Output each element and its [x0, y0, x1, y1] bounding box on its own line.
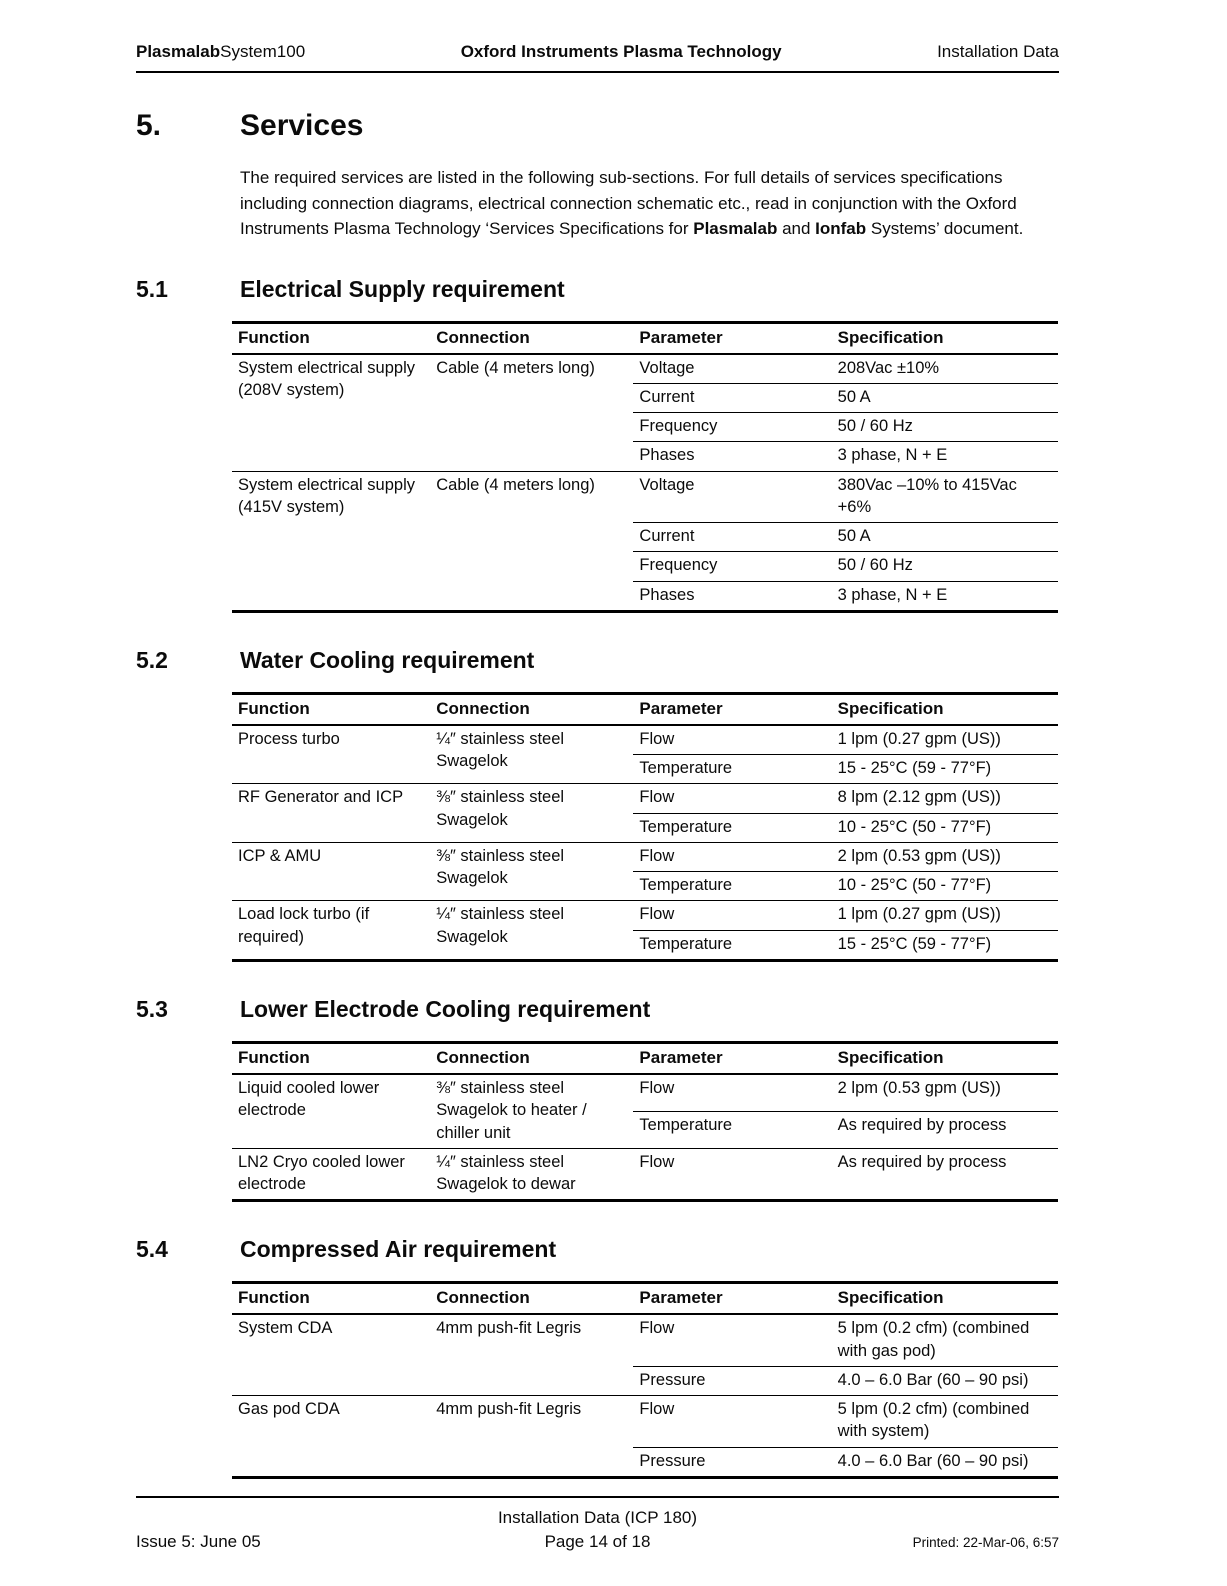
parameter-name-cell: Flow — [633, 784, 831, 813]
connection-cell: ⅜″ stainless steel Swagelok to heater / chiller unit — [430, 1074, 633, 1148]
col-header-parameter: Parameter — [633, 1043, 831, 1075]
section-title: Lower Electrode Cooling requirement — [240, 996, 651, 1023]
section-5-4 — [136, 1236, 1059, 1479]
parameter-value-cell: 15 - 25°C (59 - 77°F) — [832, 930, 1058, 960]
intro-part2: and — [777, 219, 816, 238]
col-header-function: Function — [232, 322, 430, 354]
parameter-value-cell: 10 - 25°C (50 - 77°F) — [832, 813, 1058, 842]
parameter-value-cell: 380Vac –10% to 415Vac +6% — [832, 471, 1058, 523]
header-center-title: Oxford Instruments Plasma Technology — [460, 42, 782, 61]
col-header-parameter: Parameter — [633, 322, 831, 354]
parameter-value-cell: 50 A — [832, 523, 1058, 552]
function-cell: Liquid cooled lower electrode — [232, 1074, 430, 1148]
parameter-value-cell: 8 lpm (2.12 gpm (US)) — [832, 784, 1058, 813]
col-header-specification: Specification — [832, 1283, 1058, 1315]
compressed-air-table — [232, 1281, 1058, 1479]
col-header-function: Function — [232, 1043, 430, 1075]
col-header-parameter: Parameter — [633, 1283, 831, 1315]
col-header-connection: Connection — [430, 1043, 633, 1075]
parameter-name-cell: Frequency — [633, 552, 831, 581]
parameter-value-cell: 4.0 – 6.0 Bar (60 – 90 psi) — [832, 1447, 1058, 1477]
electrical-supply-table — [232, 321, 1058, 613]
section-heading — [136, 1236, 1059, 1263]
parameter-value-cell: 50 A — [832, 383, 1058, 412]
main-heading — [136, 109, 1059, 143]
parameter-name-cell: Temperature — [633, 930, 831, 960]
section-heading — [136, 647, 1059, 674]
connection-cell: ¼″ stainless steel Swagelok — [430, 901, 633, 961]
connection-cell: Cable (4 meters long) — [430, 471, 633, 611]
brand-name — [136, 42, 305, 62]
col-header-specification: Specification — [832, 322, 1058, 354]
col-header-specification: Specification — [832, 1043, 1058, 1075]
main-heading-number: 5. — [136, 109, 162, 142]
section-number: 5.4 — [136, 1236, 168, 1263]
section-heading — [136, 276, 1059, 303]
connection-cell: 4mm push-fit Legris — [430, 1314, 633, 1395]
connection-cell: ⅜″ stainless steel Swagelok — [430, 784, 633, 843]
parameter-value-cell: 2 lpm (0.53 gpm (US)) — [832, 1074, 1058, 1111]
table-header-row — [232, 322, 1058, 354]
parameter-value-cell: 3 phase, N + E — [832, 581, 1058, 611]
function-cell: RF Generator and ICP — [232, 784, 430, 843]
intro-bold-ionfab: Ionfab — [815, 219, 867, 238]
parameter-name-cell: Flow — [633, 1074, 831, 1111]
table-row — [232, 901, 1058, 930]
function-cell: System electrical supply (415V system) — [232, 471, 430, 611]
parameter-name-cell: Current — [633, 523, 831, 552]
section-title: Electrical Supply requirement — [240, 275, 565, 302]
parameter-name-cell: Flow — [633, 1396, 831, 1448]
function-cell: Process turbo — [232, 725, 430, 784]
brand-light: System100 — [220, 42, 306, 61]
parameter-value-cell: 1 lpm (0.27 gpm (US)) — [832, 725, 1058, 755]
parameter-name-cell: Current — [633, 383, 831, 412]
connection-cell: 4mm push-fit Legris — [430, 1396, 633, 1478]
section-number: 5.3 — [136, 996, 168, 1023]
parameter-value-cell: 15 - 25°C (59 - 77°F) — [832, 755, 1058, 784]
intro-bold-plasmalab: Plasmalab — [693, 219, 778, 238]
function-cell: Gas pod CDA — [232, 1396, 430, 1478]
col-header-connection: Connection — [430, 693, 633, 725]
section-number: 5.2 — [136, 646, 168, 673]
header-right-label: Installation Data — [937, 42, 1059, 61]
function-cell: System CDA — [232, 1314, 430, 1395]
parameter-name-cell: Voltage — [633, 354, 831, 384]
table-header-row — [232, 693, 1058, 725]
parameter-name-cell: Flow — [633, 842, 831, 871]
parameter-name-cell: Temperature — [633, 755, 831, 784]
parameter-value-cell: 5 lpm (0.2 cfm) (combined with gas pod) — [832, 1314, 1058, 1366]
parameter-name-cell: Flow — [633, 901, 831, 930]
section-5-3 — [136, 996, 1059, 1202]
page-footer — [136, 1496, 1059, 1552]
table-row — [232, 1148, 1058, 1201]
table-row — [232, 1396, 1058, 1448]
connection-cell: Cable (4 meters long) — [430, 354, 633, 472]
table-header-row — [232, 1283, 1058, 1315]
parameter-name-cell: Flow — [633, 1314, 831, 1366]
table-row — [232, 842, 1058, 871]
parameter-name-cell: Flow — [633, 725, 831, 755]
table-row — [232, 1074, 1058, 1111]
parameter-value-cell: As required by process — [832, 1111, 1058, 1148]
section-5-2 — [136, 647, 1059, 962]
water-cooling-table — [232, 692, 1058, 962]
function-cell: System electrical supply (208V system) — [232, 354, 430, 472]
footer-row — [136, 1532, 1059, 1552]
connection-cell: ¼″ stainless steel Swagelok — [430, 725, 633, 784]
main-heading-title: Services — [240, 109, 364, 142]
parameter-name-cell: Flow — [633, 1148, 831, 1201]
col-header-function: Function — [232, 693, 430, 725]
parameter-value-cell: 4.0 – 6.0 Bar (60 – 90 psi) — [832, 1366, 1058, 1395]
table-row — [232, 471, 1058, 523]
lower-electrode-cooling-table — [232, 1041, 1058, 1202]
footer-printed: Printed: 22-Mar-06, 6:57 — [912, 1535, 1059, 1550]
intro-part1: The required services are listed in the following sub-sections. For full details of services specifications including connection diagrams, electrical connection schematic etc., read in conjunction with the Oxford Instruments Plasma Technology ‘Services Specifications for — [240, 168, 1017, 238]
brand-bold: Plasmalab — [136, 42, 221, 61]
section-title: Water Cooling requirement — [240, 646, 535, 673]
parameter-name-cell: Pressure — [633, 1366, 831, 1395]
table-header-row — [232, 1043, 1058, 1075]
col-header-connection: Connection — [430, 1283, 633, 1315]
table-row — [232, 725, 1058, 755]
intro-paragraph — [240, 165, 1030, 242]
section-number: 5.1 — [136, 275, 168, 302]
col-header-function: Function — [232, 1283, 430, 1315]
parameter-name-cell: Voltage — [633, 471, 831, 523]
function-cell: LN2 Cryo cooled lower electrode — [232, 1148, 430, 1201]
table-row — [232, 784, 1058, 813]
function-cell: ICP & AMU — [232, 842, 430, 901]
parameter-value-cell: As required by process — [832, 1148, 1058, 1201]
col-header-specification: Specification — [832, 693, 1058, 725]
col-header-connection: Connection — [430, 322, 633, 354]
table-row — [232, 1314, 1058, 1366]
parameter-value-cell: 10 - 25°C (50 - 77°F) — [832, 872, 1058, 901]
parameter-value-cell: 50 / 60 Hz — [832, 413, 1058, 442]
parameter-name-cell: Phases — [633, 581, 831, 611]
page-header — [136, 42, 1059, 73]
section-title: Compressed Air requirement — [240, 1236, 557, 1263]
table-row — [232, 354, 1058, 384]
parameter-value-cell: 1 lpm (0.27 gpm (US)) — [832, 901, 1058, 930]
connection-cell: ¼″ stainless steel Swagelok to dewar — [430, 1148, 633, 1201]
connection-cell: ⅜″ stainless steel Swagelok — [430, 842, 633, 901]
parameter-name-cell: Temperature — [633, 1111, 831, 1148]
function-cell: Load lock turbo (if required) — [232, 901, 430, 961]
parameter-value-cell: 2 lpm (0.53 gpm (US)) — [832, 842, 1058, 871]
parameter-name-cell: Temperature — [633, 813, 831, 842]
footer-rule — [136, 1496, 1059, 1498]
parameter-name-cell: Phases — [633, 442, 831, 471]
parameter-value-cell: 50 / 60 Hz — [832, 552, 1058, 581]
footer-document-title: Installation Data (ICP 180) — [497, 1508, 698, 1527]
parameter-name-cell: Frequency — [633, 413, 831, 442]
footer-page-number: Page 14 of 18 — [544, 1532, 651, 1551]
parameter-value-cell: 208Vac ±10% — [832, 354, 1058, 384]
intro-part3: Systems’ document. — [866, 219, 1024, 238]
parameter-name-cell: Temperature — [633, 872, 831, 901]
parameter-value-cell: 5 lpm (0.2 cfm) (combined with system) — [832, 1396, 1058, 1448]
section-heading — [136, 996, 1059, 1023]
col-header-parameter: Parameter — [633, 693, 831, 725]
section-5-1 — [136, 276, 1059, 613]
parameter-value-cell: 3 phase, N + E — [832, 442, 1058, 471]
footer-issue: Issue 5: June 05 — [136, 1532, 261, 1551]
parameter-name-cell: Pressure — [633, 1447, 831, 1477]
